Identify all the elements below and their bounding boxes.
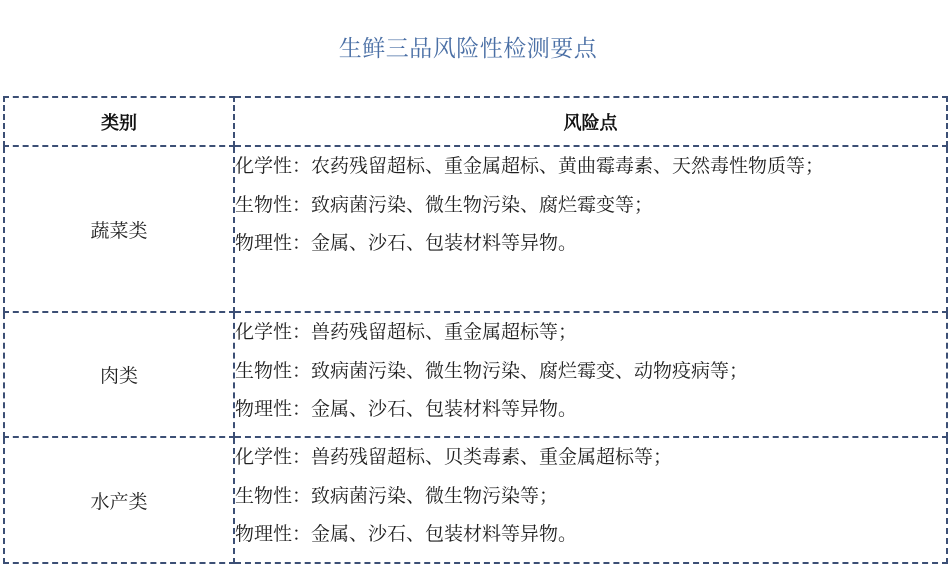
risk-chemical: 化学性：农药残留超标、重金属超标、黄曲霉毒素、天然毒性物质等； [235, 155, 825, 177]
risk-cell-meat [234, 312, 947, 437]
header-category: 类别 [4, 97, 234, 146]
table-row [4, 437, 947, 563]
table-row [4, 312, 947, 437]
risk-physical: 物理性：金属、沙石、包装材料等异物。 [235, 523, 578, 545]
category-cell-vegetables: 蔬菜类 [4, 146, 234, 312]
risk-cell-aquatic [234, 437, 947, 563]
table-header-row [4, 97, 947, 146]
category-cell-meat: 肉类 [4, 312, 234, 437]
risk-chemical: 化学性：兽药残留超标、贝类毒素、重金属超标等； [235, 446, 673, 468]
risk-physical: 物理性：金属、沙石、包装材料等异物。 [235, 398, 578, 420]
table-row [4, 146, 947, 312]
risk-biological: 生物性：致病菌污染、微生物污染等； [235, 484, 559, 507]
risk-cell-vegetables [234, 146, 947, 312]
header-risk: 风险点 [234, 97, 947, 146]
risk-chemical: 化学性：兽药残留超标、重金属超标等； [235, 321, 578, 343]
risk-biological: 生物性：致病菌污染、微生物污染、腐烂霉变等； [235, 193, 654, 216]
category-cell-aquatic: 水产类 [4, 437, 234, 563]
risk-biological: 生物性：致病菌污染、微生物污染、腐烂霉变、动物疫病等； [235, 359, 749, 382]
risk-table [3, 96, 948, 564]
risk-physical: 物理性：金属、沙石、包装材料等异物。 [235, 232, 578, 254]
page-title: 生鲜三品风险性检测要点 [338, 36, 598, 62]
